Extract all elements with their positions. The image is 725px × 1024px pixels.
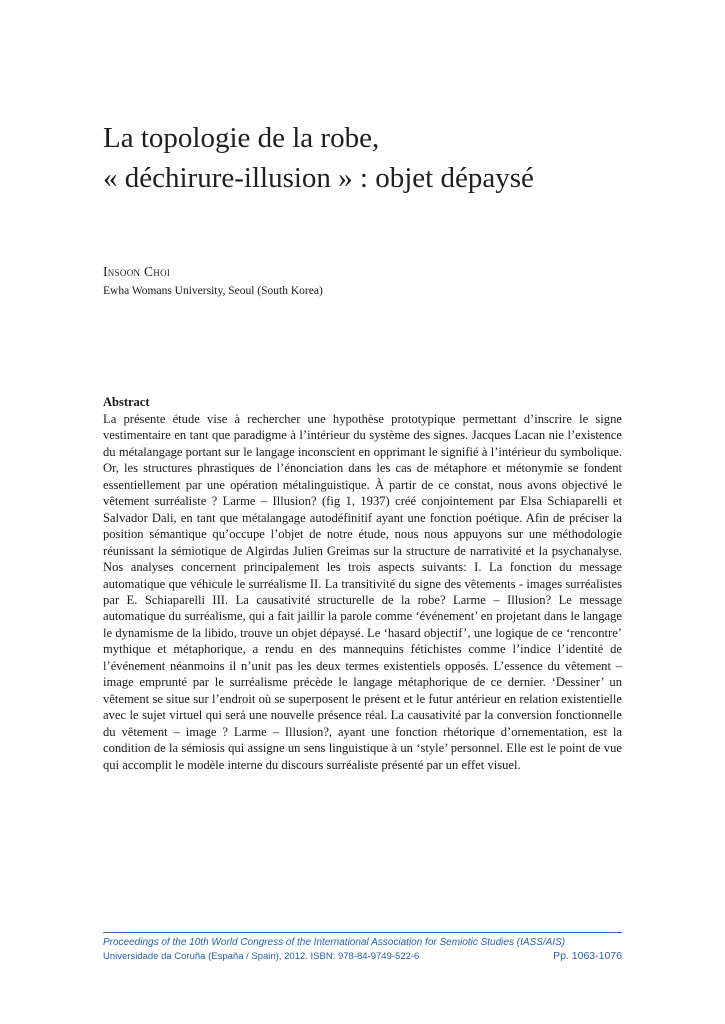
abstract-text: La présente étude vise à rechercher une hypothèse prototypique permettant d’inscrire le signe vestimentaire en tant que paradigme à l’intérieur du système des signes. Jacques Lacan nie l’existence du métalangage portant sur le langage inconscient en opprimant le signifié à l’intérieur du symbolique. Or, les structures phrastiques de l’énonciation dans les cas de métaphore et métonymie se fondent essentiellement par une opération métalinguistique. À partir de ce constat, nous avons objectivé le vêtement surréaliste ? Larme – Illusion? (fig 1, 1937) créé conjointement par Elsa Schiaparelli et Salvador Dali, en tant que métalangage autodéfinitif ayant une fonction poétique. Afin de préciser la position sémantique qu’occupe l’objet de notre étude, nous nous appuyons sur une méthodologie réunissant la sémiotique de Algirdas Julien Greimas sur la structure de narrativité et la psychanalyse. Nos analyses concernent principalement les trois aspects suivants: I. La fonction du message automatique que véhicule le surréalisme II. La transitivité du signe des vêtements - images surréalistes par E. Schiaparelli III. La causativité structurelle de la robe? Larme – Illusion? Le message automatique du surréalisme, qui a fait jaillir la parole comme ‘événement’ en projetant dans le langage le dynamisme de la libido, trouve un objet dépaysé. Le ‘hasard objectif’, une logique de ce ‘rencontre’ mythique et métaphorique, a rendu en des mannequins fétichistes comme l’indice l’identité de l’événement néanmoins il n’unit pas les deux termes existentiels opposés. L’essence du vêtement – image emprunté par le surréalisme précède le langage métaphorique de ce dernier. ‘Dessiner’ un vêtement se situe sur l’endroit où se superposent le présent et le futur antérieur en relation existentielle avec le sujet virtuel qui será une nouvelle présence réal. La causativité par la conversion fonctionnelle du vêtement – image ? Larme – Illusion?, ayant une fonction rhétorique d’ornementation, est la condition de la sémiosis qui assigne un sens linguistique à un ‘style’ personnel. Elle est le point de vue qui accomplit le modèle interne du discours surréaliste présenté par un effet visuel. xyxy=(103,412,622,772)
footer-publisher: Universidade da Coruña (España / Spain), 2012. ISBN: 978-84-9749-522-6 xyxy=(103,951,420,962)
footer-pages: Pp. 1063-1076 xyxy=(553,950,622,962)
article-title xyxy=(103,118,663,198)
title-line-1: La topologie de la robe, xyxy=(103,122,380,154)
footer-proceedings: Proceedings of the 10th World Congress of the International Association for Semiotic Studies (IASS/AIS) xyxy=(103,937,566,948)
author-name: Insoon Choi xyxy=(103,264,171,279)
abstract-heading: Abstract xyxy=(103,395,150,409)
title-line-2: « déchirure-illusion » : objet dépaysé xyxy=(103,162,534,194)
author-affiliation: Ewha Womans University, Seoul (South Korea) xyxy=(103,285,323,297)
footer-divider xyxy=(103,932,622,933)
